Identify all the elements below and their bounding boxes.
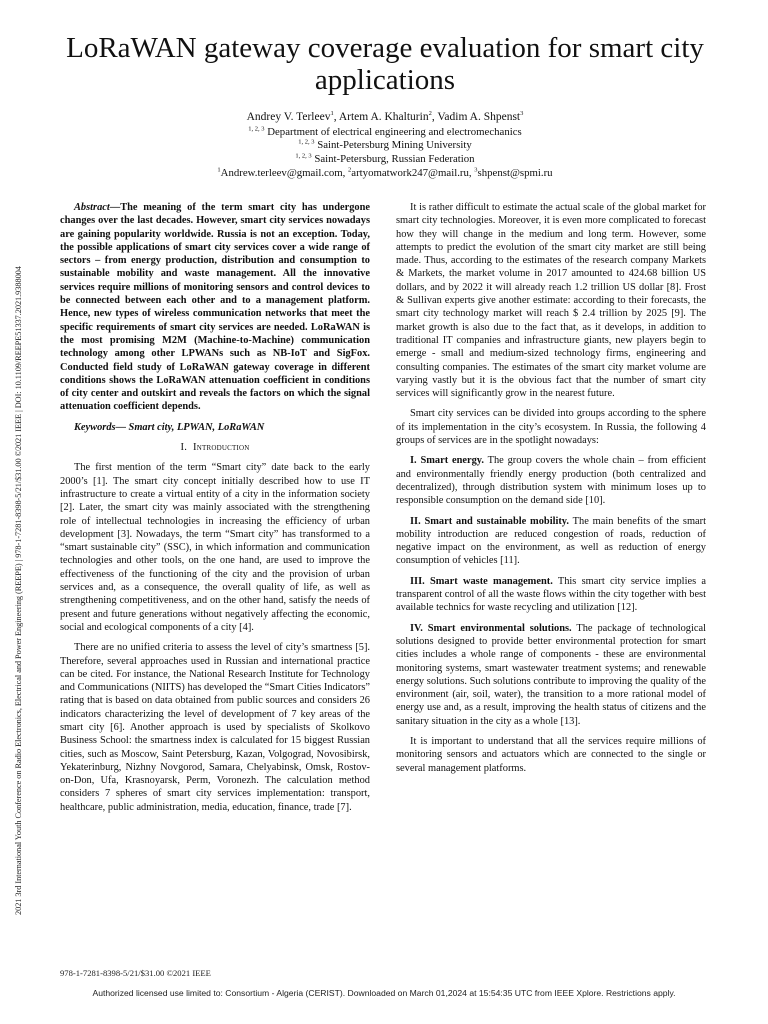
service-group-item	[396, 575, 706, 615]
email-sup: 2	[348, 166, 352, 174]
service-group-text: This smart city service implies a transparent control of all the waste flows within the city together with best available technics for waste recycling and utilization [12].	[396, 575, 706, 614]
affiliation-line	[160, 126, 610, 140]
body-paragraph: It is important to understand that all the services require millions of monitoring sensors and actuators which are connected to the single or several management platforms.	[396, 735, 706, 774]
body-paragraph: The first mention of the term “Smart city” date back to the early 2000’s [1]. The smart city concept initially described how to use IT infrastructure to create a virtual entity of a city in the information society [2]. Later, the smart city was mainly associated with the strengthening role of intellectual technologies in increasing the efficiency of urban development [3]. Nowadays, the term “Smart city” has transformed to a “smart sustainable city” (SSC), in which information and communication technologies and other tools, on the one hand, are used to improve the effectiveness of the functioning of the city and the provision of urban services and, as a consequence, the overall quality of life, as well as strengthening competitiveness, and on the other hand, satisfy the needs of present and future generations without negatively affecting the economic, social and ecological components of a city [4].	[60, 462, 370, 633]
footer-copyright: 978-1-7281-8398-5/21/$31.00 ©2021 IEEE	[60, 968, 211, 978]
service-group-item	[396, 454, 706, 507]
author-name: Artem A. Khalturin	[338, 111, 429, 123]
service-group-head: IV. Smart environmental solutions.	[410, 622, 572, 634]
body-paragraph: It is rather difficult to estimate the actual scale of the global market for smart city technologies. Moreover, it is even more complicated to forecast how they will change in the medium and long term. However, some attempts to predict the evolution of the smart city market are still being made. Thus, according to the estimates of the research company Markets & Markets, the market volume in 2017 amounted to 424.68 billion US dollars, and by 2022 it will already reach 1.2 trillion US dollar [8]. Frost & Sullivan experts give another estimate: according to their forecasts, the smart city technology market will reach $ 2.4 trillion by 2025 [9]. The market growth is also due to the fact that, as it develops, in addition to traditional IT companies and infrastructure giants, new players begin to emerge - small and medium-sized technology firms, engineering and consulting companies. The estimates of the smart city market volume are varying vastly but it is the obvious fact that the number of smart city services will significantly grow in the nearest future.	[396, 202, 706, 400]
affiliation-line	[160, 139, 610, 153]
affiliation-text: Department of electrical engineering and electromechanics	[267, 125, 522, 138]
affiliation-text: Saint-Petersburg, Russian Federation	[314, 153, 475, 166]
author-sup: 2	[428, 110, 432, 118]
service-group-text: The package of technological solutions designed to provide better environmental protection for smart cities includes a whole range of components - these are environmental monitoring systems, smart wastewater treatment systems; and renewable energy solutions. Such solutions contribute to improving the quality of the environment (air, soil, water), the transition to a more rational model of energy use and, as a result, improving the health status of citizens and the sanitary situation in the city as a whole [13].	[396, 622, 706, 727]
author-list: Andrey V. Terleev$^1$, Artem A. Khalturin$^2$, Vadim A. Shpenst$^3$	[246, 110, 524, 123]
affiliation-sup: 1, 2, 3	[248, 125, 265, 133]
author-name: Vadim A. Shpenst	[437, 111, 521, 123]
section-number: I.	[180, 442, 188, 454]
paper-title: LoRaWAN gateway coverage evaluation for smart city applications	[66, 32, 704, 96]
service-group-text: The main benefits of the smart mobility introduction are reduced congestion of roads, reduction of negative impact on the environment, as well as reduction of energy consumption of vehicles [11].	[396, 515, 706, 567]
email-sup: 3	[474, 166, 478, 174]
body-paragraph: Smart city services can be divided into groups according to the sphere of its implementation in the city’s ecosystem. In Russia, the following 4 groups of services are in the spotlight nowadays:	[396, 408, 706, 447]
service-group-head: I. Smart energy.	[410, 455, 484, 467]
abstract-text: The meaning of the term smart city has undergone changes over the last decades. However, smart city services nowadays are gaining popularity worldwide. Russia is not an exception. Today, the possible applications of smart city services cover a wide range of sectors – from energy production, distribution and consumption to sustainable mobility and waste management. All the innovative services require millions of monitoring sensors and control devices to be connected between each other and to a management platform. Hence, new types of wireless communication networks that meet the specific requirements of smart city services are needed. LoRaWAN is the most promising M2M (Machine-to-Machine) communication technology among other LPWANs such as NB-IoT and SigFox. Conducted field study of LoRaWAN gateway coverage in different conditions shows the LoRaWAN attenuation coefficient in conditions of city center and outskirt and reveals the factors on which the signal attenuation coefficient depends.	[60, 202, 370, 413]
left-column	[60, 201, 370, 821]
body-paragraph: There are no unified criteria to assess the level of city’s smartness [5]. Therefore, several approaches used in Russian and international practice can be cited. For instance, the National Research Institute for Technology and Communications (NIITS) has developed the “Smart Cities Indicators” rating that is based on data obtained from public sources and considers 26 indicators characterizing the level of development of 7 key areas of the smart city [6]. Another approach is used by specialists of Skolkovo Business School: the smartness index is calculated for 15 biggest Russian cities, such as Moscow, Saint Petersburg, Kazan, Volgograd, Novosibirsk, Yekaterinburg, Nizhny Novgorod, Samara, Chelyabinsk, Omsk, Rostov-on-Don, Ufa, Krasnoyarsk, Perm, Voronezh. The calculation method considers 7 spheres of smart city services implementation: transport, healthcare, public administration, media, education, finance, trade [7].	[60, 642, 370, 813]
conference-side-note: 2021 3rd International Youth Conference on Radio Electronics, Electrical and Power Engineering (REEPE) | 978-1-7281-8398-5/21/$31.00 ©2021 IEEE | DOI: 10.1109/REEPE51337.2021.9388004	[14, 266, 23, 915]
right-column	[396, 201, 706, 782]
author-block	[160, 111, 610, 181]
affiliation-sup: 1, 2, 3	[298, 138, 315, 146]
service-group-head: II. Smart and sustainable mobility.	[410, 515, 570, 527]
email-line: $^1$Andrew.terleev@gmail.com, $^2$artyomatwork247@mail.ru, $^3$shpenst@spmi.ru	[217, 166, 553, 179]
service-group-item	[396, 515, 706, 568]
abstract-label: Abstract	[74, 202, 110, 213]
service-group-item	[396, 622, 706, 728]
service-group-head: III. Smart waste management.	[410, 575, 553, 587]
section-title: Introduction	[193, 442, 250, 454]
affiliation-text: Saint-Petersburg Mining University	[317, 139, 472, 152]
affiliation-sup: 1, 2, 3	[295, 152, 312, 160]
affiliation-line	[160, 153, 610, 167]
email-address[interactable]: shpenst@spmi.ru	[477, 166, 553, 179]
email-sup: 1	[217, 166, 221, 174]
footer-license-notice: Authorized licensed use limited to: Consortium - Algeria (CERIST). Downloaded on March 01,2024 at 15:54:35 UTC from IEEE Xplore. Restrictions apply.	[92, 988, 676, 998]
service-group-text: The group covers the whole chain – from efficient and environmentally friendly energy production (both centralized and decentralized), through distribution system with minimum loses up to responsible consumption on the demand side [10].	[396, 455, 706, 507]
email-address[interactable]: Andrew.terleev@gmail.com	[220, 166, 343, 179]
author-name: Andrey V. Terleev	[246, 111, 331, 123]
author-sup: 3	[520, 110, 524, 118]
author-sup: 1	[330, 110, 334, 118]
email-address[interactable]: artyomatwork247@mail.ru	[351, 166, 469, 179]
section-heading	[60, 441, 370, 454]
abstract-dash: —	[109, 202, 121, 213]
abstract-paragraph	[60, 201, 370, 414]
keywords-line: Keywords— Smart city, LPWAN, LoRaWAN	[74, 421, 265, 433]
